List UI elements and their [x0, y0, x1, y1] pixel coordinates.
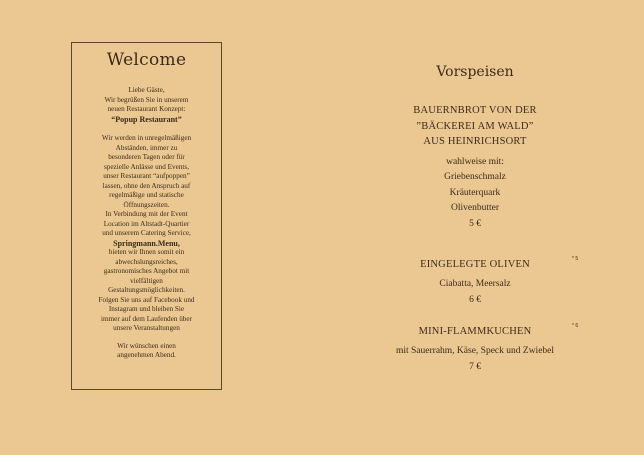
section-title: Vorspeisen [436, 64, 514, 80]
dish-name-line: ”BÄCKEREI AM WALD” [416, 120, 534, 132]
welcome-body-line: besonderen Tagen oder für [108, 153, 185, 161]
dish-name-line: BAUERNBROT VON DER [413, 105, 537, 116]
welcome-body-line: unsere Veranstaltungen [113, 324, 180, 332]
welcome-intro-line: Wir begrüßen Sie in unserem [104, 95, 189, 104]
menu-item-oliven [345, 257, 605, 308]
welcome-body-line: Öffnungszeiten. [123, 200, 170, 209]
welcome-concept-name: “Popup Restaurant” [111, 114, 182, 124]
dish-price: 7 € [469, 362, 481, 372]
dish-description-line: wahlweise mit: [446, 156, 504, 167]
welcome-body-line: lassen, ohne den Anspruch auf [102, 181, 191, 190]
dish-price: 5 € [469, 218, 481, 229]
welcome-body-line: spezielle Anlässe und Events, [103, 162, 190, 171]
dish-description-line: Griebenschmalz [444, 172, 506, 182]
welcome-body-line: Location im Altstadt-Quartier [103, 219, 190, 228]
welcome-outro-line: Wir wünschen einen [117, 341, 176, 350]
menu-item-bauernbrot [345, 103, 605, 232]
allergen-note: * 5 [572, 256, 579, 262]
dish-description-line: Olivenbutter [450, 203, 499, 213]
dish-description: mit Sauerrahm, Käse, Speck und Zwiebel [395, 346, 555, 356]
welcome-panel [71, 42, 222, 390]
welcome-body-line: gastronomisches Angebot mit [103, 267, 190, 275]
welcome-body-line: Instagram und bleiben Sie [108, 305, 185, 313]
welcome-body-line: abwechslungsreiches, [115, 257, 178, 266]
welcome-brand-name: Springmann.Menu, [113, 238, 180, 248]
welcome-body-line: Wir werden in unregelmäßigen [101, 134, 192, 142]
welcome-title: Welcome [106, 50, 187, 70]
welcome-intro [72, 86, 221, 124]
welcome-body-line: immer auf dem Laufenden über [100, 314, 192, 323]
allergen-note: * 6 [572, 323, 579, 329]
dish-name: MINI-FLAMMKUCHEN [418, 326, 532, 337]
welcome-body-line: bieten wir Ihnen somit ein [108, 248, 185, 256]
dish-description [345, 155, 605, 233]
welcome-outro [72, 342, 221, 361]
welcome-body-line: Gestaltungsmöglichkeiten. [108, 286, 185, 294]
dish-name [345, 103, 605, 150]
menu-item-flammkuchen [345, 324, 605, 375]
welcome-intro-line: Liebe Gäste, [128, 86, 165, 94]
welcome-body [72, 134, 221, 334]
dish-name: EINGELEGTE OLIVEN [420, 259, 530, 270]
dish-price: 6 € [469, 295, 481, 305]
welcome-body-line: In Verbindung mit der Event [105, 210, 188, 218]
welcome-body-line: regelmäßige und statische [109, 191, 184, 199]
welcome-outro-line: angenehmen Abend. [117, 351, 176, 359]
dish-description-line: Kräuterquark [449, 187, 501, 198]
welcome-body-line: Folgen Sie uns auf Facebook und [98, 295, 195, 304]
welcome-body-line: und unserem Catering Service, [102, 229, 191, 237]
welcome-body-line: vielfältigen [130, 276, 163, 285]
welcome-body-line: Abständen, immer zu [115, 143, 178, 152]
dish-name-line: AUS HEINRICHSORT [423, 136, 527, 147]
welcome-intro-line: neuen Restaurant Konzept: [107, 105, 186, 113]
dish-description: Ciabatta, Meersalz [439, 279, 511, 289]
welcome-body-line: unser Restaurant “aufpoppen” [103, 172, 190, 180]
